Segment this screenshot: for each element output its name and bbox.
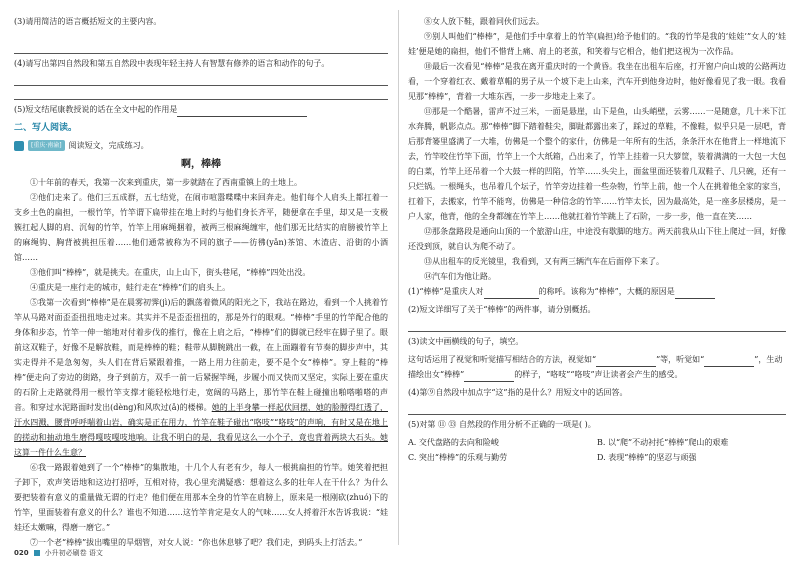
paragraph-13: ⑬从出租车的反光镜里，我看到，又有两三辆汽车在后面停下来了。 [424,257,664,266]
underlined-sentence: 她的上半身攀一样起伏回摆，她的脸膛得红透了，汗水四溅，腰背呼呼喘着山岩，确实是正在用力，竹竿在鞋子碰出“咯吱”“咯吱”的声响，有时又是在地上的搓动和抽动地生磨得嘎吱嘎吱地响。让我不明白的是，我看见这么一小个子，竟也背着两块大石头。她这算一件什么生意？ [14,403,388,457]
paragraph-11: ⑪那是一个酷暑，雷声不过三米，一面是悬崖，山下是鱼，山头峭壁，云雾……一是随意，几十米下江水奔腾，帆影点点。那“棒棒”脚下踏着鞋尖，脚趾都露出来了，踩过的草鞋，不像鞋，似乎只是一层吧，背后那背篓里盛满了一大堆，仿佛是一个整个的家什，仿佛是一年所有的生活，条条汗水在他背上一样地流下去，竹竿咬住竹竿下面，竹竿上一个大纸箱，凸出来了，竹竿上挂着一只大箩筐，装着满满的一大包一大包的白菜，竹竿上还吊着一个大鼓一样的凹陷，竹竿……头尖上，面盆里面还装着几双鞋子、几只碗，还有一只烂锅。一根绳头，也吊着几个坛子，竹竿旁边挂着一些杂物，竹竿上前，他一个人在挑着他全家的家当，扛着下，去搬家，竹竿不能弯，仿佛是一种信念的竹竿……竹竿太长，因为最高处，是一座多层楼房，是一户人家，他背，他的全身都缠在竹竿上……他就扛着竹竿跳上了石阶，一步一步，他一直在笑…… [408,107,786,221]
answer-line[interactable] [14,88,388,100]
paragraph-4: ④重庆是一座行走的城市，蛙行走在“棒棒”们的肩头上。 [30,283,231,292]
option-c[interactable]: C. 突出“棒棒”的乐观与勤劳 [408,453,508,462]
page-number: 020 [14,549,29,557]
options [408,435,786,465]
paragraph-8: ⑧女人放下鞋，跟着同伙们远去。 [424,17,544,26]
answer-blank[interactable] [704,357,754,367]
question-5: (5)对第 ⑪ ⑬ 自然段的作用分析不正确的一项是( )。 [408,420,596,429]
square-icon [34,550,40,556]
question-2: (2)短文详细写了关于“棒棒”的两件事，请分别概括。 [408,305,596,314]
paragraph-2: ②他们走来了。他们三五成群，五七结党，在闹市喧嚣喋喋中来回奔走。他们每个人肩头上都扛着一支乡土色的扁担，一根竹竿，竹竿谓下扁带挂在地上时约与他们身长齐平，随便拿在手里，却又是一支极簇扛起人脚的肩、沉甸的竹竿，竹竿上用麻绳捆着，被两三根麻绳缠牢，他们那无比结实的肩膀被竹竿上的麻绳钩、胸背被挑担压着……他们通常被称为不同的旗子——彷彿(yǎn)茶馆、木渣店、沿街的小酒馆…… [14,193,388,262]
question-3-text: 这句话运用了视觉和听觉描写相结合的方法，视觉如“ ”等，听觉如“ ”，生动描绘出女“棒棒” 的样子，“咯吱”“咯吱”声让读者会产生的感受。 [408,352,786,382]
answer-blank[interactable] [675,289,715,299]
question-3: (3)读文中画横线的句子，填空。 [408,337,524,346]
option-a[interactable]: A. 交代盘路的去向和险峻 [408,438,499,447]
paragraph-3: ③他们叫“棒棒”，就是挑夫。在重庆，山上山下，街头巷尾，“棒棒”四处出没。 [30,268,311,277]
paragraph-9: ⑨别人叫他们“棒棒”，是他们手中拿着上的竹竿(扁担)给予他们的。“我的竹竿是我的‘娃娃’”女人的‘娃娃’便是她的扁担，他们不惜背上痛、肩上的老茧，和笑着与它相合，他们把这视为一次作品。 [408,32,786,56]
question-3: (3)请用简洁的语言概括短文的主要内容。 [14,17,162,26]
paragraph-14: ⑭汽车们为他让路。 [424,272,496,281]
answer-line[interactable] [408,320,786,332]
answer-blank[interactable] [596,357,656,367]
option-d[interactable]: D. 表现“棒棒”的坚忍与顽强 [597,453,697,462]
page-footer [14,548,103,558]
left-column [14,14,388,550]
right-column [408,14,786,465]
option-b[interactable]: B. 以“爬”不动衬托“棒棒”爬山的艰难 [597,438,729,447]
instruction-text: 阅读短文，完成练习。 [68,141,149,150]
paragraph-1: ①十年前的春天，我第一次来到重庆，第一步就踏在了西南重镇上的土地上。 [30,178,302,187]
paragraph-10: ⑩最后一次看见“棒棒”是我在离开重庆时的一个黄昏。我坐在出租车后座，打开窗户向山坡的公路两边看，一个穿着红衣、戴着草帽的男子从一个坡下走上山来，汽车开到他身边时，他好像看见了我一眼。我看见那“棒棒”，背着一大堆东西，一步一步地走上来了。 [408,62,786,101]
answer-blank[interactable] [464,372,514,382]
instruction-line [14,138,388,153]
paragraph-6: ⑥我一路跟着她到了一个“棒棒”的集散地，十几个人有老有少，每人一根挑扁担的竹竿。她笑着把担子卸下，欢声笑语地和这边打招呼，互相对待，我心里充满疑惑：想着这么多的壮年人在干什么？为什么要把装着有意义的重量做无谓的行走？他们便在用那本全身的竹竿在肩膀上，原来是一根刚砍(zhuó)下的竹竿，里面装着有意义的什么？谁也不知道……这竹竿肯定是女人的气味……女人捋着汗水告诉我说：“娃娃还太嫩嘛，得磨一磨它。” [14,463,388,532]
book-icon [14,141,24,151]
answer-blank[interactable] [177,107,307,117]
paragraph-7: ⑦一个老“棒棒”拔出嘴里的旱烟管，对女人说：“你也休息够了吧？我们走，到码头上打活去。” [30,538,363,547]
answer-blank[interactable] [484,289,539,299]
section-title: 二、写人阅读。 [14,123,78,133]
question-4: (4)第⑨自然段中加点字“这”指的是什么？用短文中的话回答。 [408,388,628,397]
source-tag: [重庆·南渝] [28,140,65,151]
answer-line[interactable] [408,403,786,415]
column-divider [398,10,399,545]
paragraph-5: ⑤我第一次看到“棒棒”是在晨雾初霁(jì)后的飘荡着微风的阳光之下，我站在路边，看到一个人挑着竹竿从马路对面歪歪扭扭地走过来。其实并不是歪歪扭扭的，那是外行的眼观。“棒棒”手里的竹竿配合他的身体和步态，竹竿一伸一缩地对付着步伐的推行，像在上肩之后，“棒棒”们的脚就已经牢在脚子里了。眼前这双鞋子，好像不是解放鞋，而是棒棒的鞋；鞋带从脚腕跳出一截，在上面蹦着有节奏的脚步声中，其实走得并不是急匆匆，头人们在背后紧跟着推，一路上用力往前走，要不是个女“棒棒”。穿上鞋的“棒棒”便走向了旁边的街路，身子到前方，双手一前一后紧握竿绳，步履小而又快而又坚定，实际上要在重庆的石阶上走路就得用一根竹竿支撑才能轻松地行走，宽阔的马路上，那竹竿在鞋上碰撞出啪嗒啪嗒的声音。和穿过水泥路面时发出(dèng)和风吹过(ǎ)的楼梯。她的上半身攀一样起伏回摆，她的脸膛得红透了，汗水四溅，腰背呼呼喘着山岩，确实是正在用力，竹竿在鞋子碰出“咯吱”“咯吱”的声响，有时又是在地上的搓动和抽动地生磨得嘎吱嘎吱地响。让我不明白的是，我看见这么一小个子，竟也背着两块大石头。她这算一件什么生意？ [14,298,388,457]
answer-line[interactable] [14,74,388,86]
book-title: 小升初必刷卷 语文 [44,549,103,557]
paragraph-12: ⑫那条盘路段是通向山顶的一个旅游山庄，中途没有歇脚的地方。两天前我从山下往上爬过一回，好像还没到顶，就自认为爬不动了。 [408,227,786,251]
question-5: (5)短文结尾康教授说的话在全文中起的作用是 [14,102,388,117]
article-title: 啊，棒棒 [181,159,221,170]
answer-line[interactable] [14,42,388,54]
question-4: (4)请写出第四自然段和第五自然段中表现年轻主持人有智慧有修养的语言和动作的句子。 [14,59,330,68]
question-1: (1)“棒棒”是重庆人对 的称呼。该称为“棒棒”，大概的原因是 [408,284,786,299]
